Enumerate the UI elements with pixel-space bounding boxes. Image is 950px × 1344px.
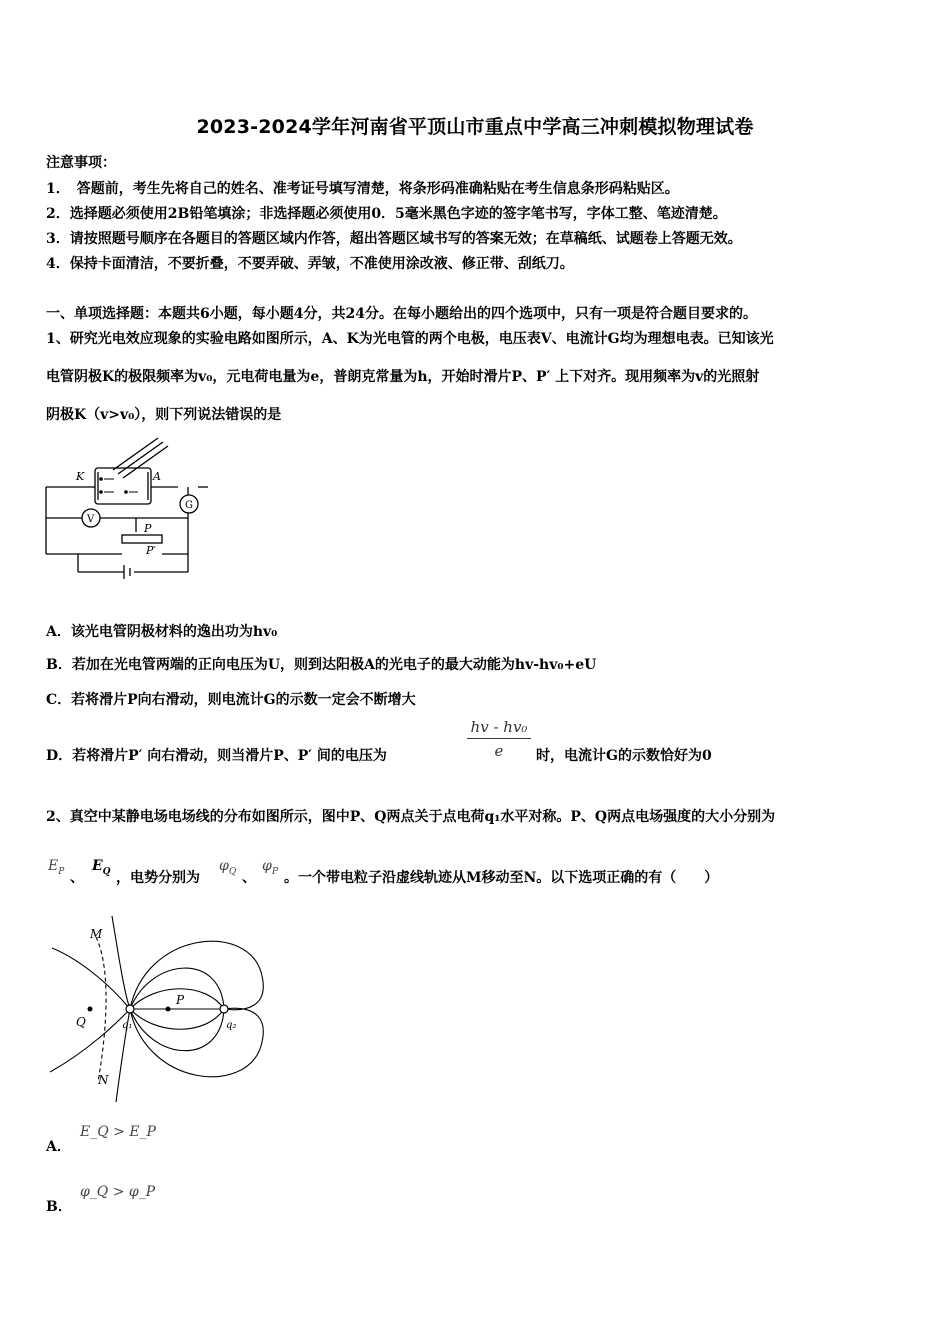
q2-option-a-label: A．	[46, 1139, 71, 1155]
symbol-phi-q	[219, 858, 236, 877]
q2-stem-tail: 。一个带电粒子沿虚线轨迹从M移动至N。以下选项正确的有（ ）	[284, 870, 719, 886]
symbol-phi-p	[262, 858, 278, 877]
notes-heading: 注意事项：	[46, 155, 116, 171]
point-p-marker	[166, 1007, 171, 1012]
fig2-label-q1: q₁	[122, 1020, 133, 1031]
fig2-label-m: M	[90, 927, 103, 941]
q1-option-b: B．若加在光电管两端的正向电压为U，则到达阳极A的光电子的最大动能为hv-hv₀+eU	[46, 657, 597, 673]
charge-q2-icon	[220, 1005, 228, 1013]
q2-option-b-expr: φ_Q > φ_P	[80, 1184, 156, 1200]
fig1-label-v: V	[87, 514, 95, 525]
point-q-marker	[88, 1007, 93, 1012]
q1-option-d-suffix: 时，电流计G的示数恰好为0	[536, 748, 712, 764]
note-item-4: 4．保持卡面清洁，不要折叠，不要弄破、弄皱，不准使用涂改液、修正带、刮纸刀。	[46, 256, 574, 272]
note-item-3: 3．请按照题号顺序在各题目的答题区域内作答，超出答题区域书写的答案无效；在草稿纸、试题卷上答题无效。	[46, 231, 742, 247]
symbol-e-p	[48, 858, 64, 877]
q1-option-d-fraction	[467, 718, 531, 760]
symbol-e-q-sub: Q	[102, 866, 111, 877]
symbol-phi-q-sub: Q	[228, 866, 237, 877]
note-item-1: 1． 答题前，考生先将自己的姓名、准考证号填写清楚，将条形码准确粘贴在考生信息条形码粘贴区。	[46, 181, 679, 197]
q1-option-a: A．该光电管阴极材料的逸出功为hv₀	[46, 624, 278, 640]
fraction-numerator: hv - hv₀	[467, 718, 531, 739]
q1-option-d-prefix: D．若将滑片P′ 向右滑动，则当滑片P、P′ 间的电压为	[46, 748, 387, 764]
fraction-denominator: e	[494, 742, 504, 760]
charge-q1-icon	[126, 1005, 134, 1013]
fig1-label-a: A	[153, 470, 161, 483]
fig2-label-q2: q₂	[226, 1020, 237, 1031]
fig2-label-n: N	[98, 1073, 109, 1087]
fig1-label-p: P	[144, 522, 152, 535]
fig2-label-p: P	[176, 993, 185, 1007]
q2-stem-mid: ，电势分别为	[116, 870, 200, 886]
symbol-phi-p-base: φ	[262, 858, 272, 874]
q2-option-b-label: B．	[46, 1199, 72, 1215]
page-title: 2023-2024学年河南省平顶山市重点中学高三冲刺模拟物理试卷	[196, 116, 754, 138]
fig1-label-p-prime: P′	[146, 544, 156, 557]
q2-separator-1: 、	[70, 870, 84, 886]
fig1-label-k: K	[76, 470, 85, 483]
note-item-2: 2．选择题必须使用2B铅笔填涂；非选择题必须使用0．5毫米黑色字迹的签字笔书写，字体工整、笔迹清楚。	[46, 206, 727, 222]
fig1-label-g: G	[185, 500, 193, 511]
symbol-phi-p-sub: P	[271, 866, 278, 877]
section-heading: 一、单项选择题：本题共6小题，每小题4分，共24分。在每小题给出的四个选项中，只有一项是符合题目要求的。	[46, 306, 757, 322]
symbol-phi-q-base: φ	[219, 858, 229, 874]
q2-separator-2: 、	[242, 870, 256, 886]
q1-stem-line-3: 阴极K（v>v₀），则下列说法错误的是	[46, 407, 282, 423]
photoelectric-circuit-figure	[38, 432, 208, 582]
q1-stem-line-2: 电管阴极K的极限频率为v₀，元电荷电量为e，普朗克常量为h，开始时滑片P、P′ 上下对齐。现用频率为v的光照射	[46, 369, 760, 385]
q2-option-a-expr: E_Q > E_P	[80, 1124, 156, 1140]
electric-field-figure	[46, 912, 276, 1104]
symbol-e-q	[92, 858, 111, 877]
q1-stem-line-1: 1、研究光电效应现象的实验电路如图所示，A、K为光电管的两个电极，电压表V、电流计G均为理想电表。已知该光	[46, 331, 774, 347]
symbol-e-q-base: E	[92, 858, 103, 874]
symbol-e-p-sub: P	[58, 866, 65, 877]
q1-option-c: C．若将滑片P向右滑动，则电流计G的示数一定会不断增大	[46, 692, 416, 708]
fig2-label-q: Q	[76, 1015, 86, 1029]
q2-stem-line-1: 2、真空中某静电场电场线的分布如图所示，图中P、Q两点关于点电荷q₁水平对称。P、Q两点电场强度的大小分别为	[46, 809, 776, 825]
symbol-e-p-base: E	[48, 858, 59, 874]
